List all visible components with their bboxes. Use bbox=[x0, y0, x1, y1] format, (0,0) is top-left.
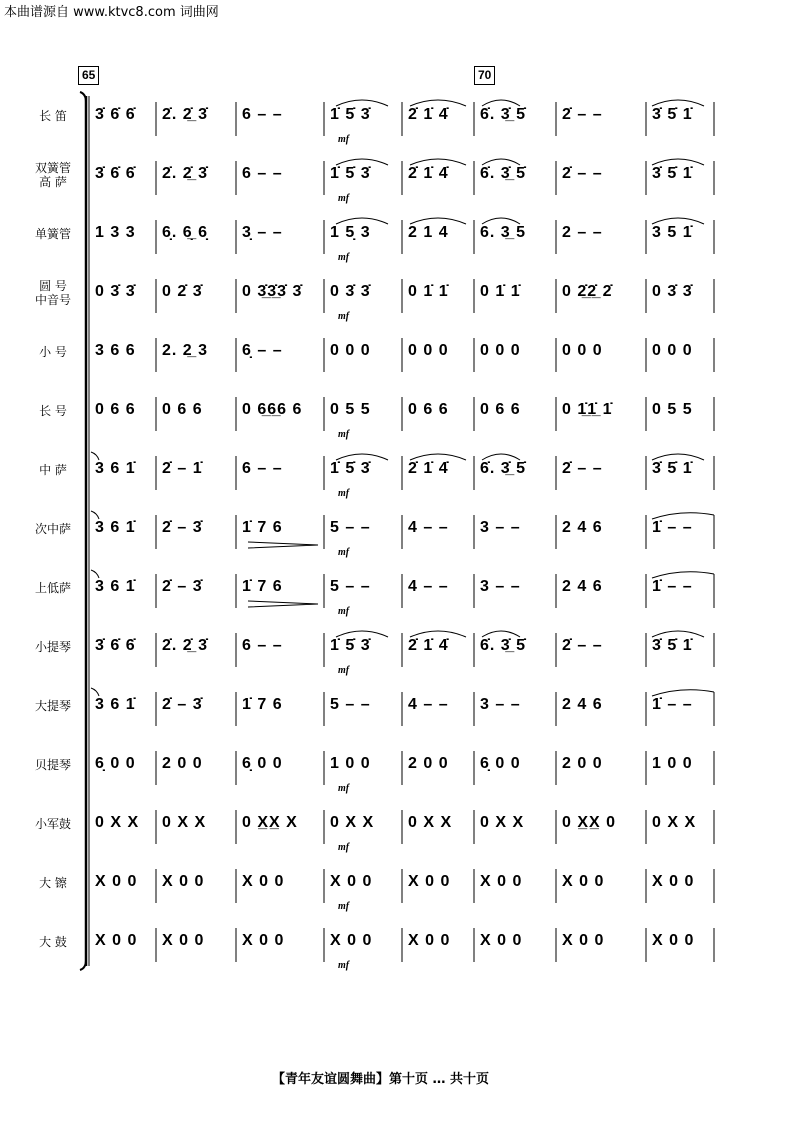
measure bbox=[646, 96, 714, 136]
measure bbox=[156, 214, 236, 254]
measure bbox=[236, 804, 324, 844]
measure bbox=[556, 332, 646, 372]
measure bbox=[402, 804, 474, 844]
measure bbox=[324, 273, 402, 313]
measure bbox=[236, 863, 324, 903]
measure bbox=[474, 863, 556, 903]
measure-notes: 3 – – bbox=[480, 519, 521, 536]
measure bbox=[402, 922, 474, 962]
measure-notes: X 0 0 bbox=[480, 873, 523, 890]
measure bbox=[402, 509, 474, 549]
measure-notes: 2. 2̲ 3 bbox=[162, 342, 209, 359]
measure bbox=[236, 391, 324, 431]
measure bbox=[646, 509, 714, 549]
measure bbox=[156, 391, 236, 431]
measure bbox=[402, 273, 474, 313]
measure-notes: X 0 0 bbox=[330, 873, 373, 890]
dynamic-mf: mf bbox=[338, 960, 350, 971]
measure-notes: X 0 0 bbox=[95, 873, 138, 890]
measure bbox=[474, 627, 556, 667]
instrument-row bbox=[0, 745, 792, 794]
measure-notes: X 0 0 bbox=[652, 932, 695, 949]
instrument-row bbox=[0, 332, 792, 372]
measure-notes: 6. 3̲ 5 bbox=[480, 224, 527, 241]
measure bbox=[402, 627, 474, 667]
measure bbox=[474, 273, 556, 313]
measure bbox=[556, 273, 646, 313]
instrument-row bbox=[0, 804, 792, 853]
measure-notes: X 0 0 bbox=[652, 873, 695, 890]
measure-notes: 0 2̇ 3̇ bbox=[162, 283, 203, 300]
measure bbox=[646, 155, 714, 195]
measure bbox=[324, 745, 402, 785]
instrument-row bbox=[0, 627, 792, 676]
measure bbox=[324, 96, 402, 136]
measure bbox=[556, 155, 646, 195]
measure bbox=[402, 214, 474, 254]
instrument-row bbox=[0, 686, 792, 726]
measure bbox=[324, 155, 402, 195]
measure bbox=[89, 450, 156, 490]
instrument-label: 双簧管 高 萨 bbox=[34, 161, 71, 189]
measure bbox=[89, 214, 156, 254]
measure bbox=[402, 450, 474, 490]
measure-notes: 0 X̲X̲ X bbox=[242, 814, 298, 831]
measure-notes: 0 X X bbox=[95, 814, 140, 831]
measure bbox=[236, 273, 324, 313]
measure bbox=[556, 863, 646, 903]
measure bbox=[646, 804, 714, 844]
measure bbox=[89, 745, 156, 785]
measure bbox=[646, 922, 714, 962]
measure-notes: 1̇ 5̇ 3̇ bbox=[330, 165, 371, 182]
measure-notes: 3̇ 5̇ 1̇ bbox=[652, 165, 693, 182]
measure-notes: 1̇ – – bbox=[652, 696, 693, 713]
measure bbox=[324, 391, 402, 431]
measure-notes: X 0 0 bbox=[562, 873, 605, 890]
instrument-label: 大 镲 bbox=[39, 876, 67, 890]
measure bbox=[556, 96, 646, 136]
measure bbox=[646, 332, 714, 372]
measure-notes: 3̇ 5̇ 1̇ bbox=[652, 106, 693, 123]
measure-notes: X 0 0 bbox=[242, 932, 285, 949]
measure-notes: 2̇ 1̇ 4̇ bbox=[408, 106, 449, 123]
measure-notes: 2̇ – – bbox=[562, 460, 603, 477]
measure-notes: 2̇ – 1̇ bbox=[162, 460, 203, 477]
dynamic-mf: mf bbox=[338, 193, 350, 204]
measure bbox=[556, 450, 646, 490]
measure-notes: 2̇ – 3̇ bbox=[162, 696, 203, 713]
rehearsal-mark-70: 70 bbox=[474, 66, 495, 85]
measure bbox=[89, 332, 156, 372]
measure bbox=[556, 627, 646, 667]
measure-notes: 2̇ – – bbox=[562, 165, 603, 182]
measure bbox=[474, 332, 556, 372]
instrument-row bbox=[0, 509, 792, 558]
measure-notes: 0 X X bbox=[652, 814, 697, 831]
measure bbox=[402, 745, 474, 785]
measure bbox=[156, 273, 236, 313]
dynamic-mf: mf bbox=[338, 311, 350, 322]
measure-notes: 0 1̇ 1̇ bbox=[408, 283, 449, 300]
measure-notes: 2̇ – – bbox=[562, 637, 603, 654]
measure-notes: 3 6 6 bbox=[95, 342, 136, 359]
measure-notes: 3 6 1̇ bbox=[95, 460, 136, 477]
dynamic-mf: mf bbox=[338, 606, 350, 617]
measure-notes: 2 4 6 bbox=[562, 578, 603, 595]
measure-notes: 2̇ 1̇ 4̇ bbox=[408, 460, 449, 477]
measure bbox=[156, 155, 236, 195]
measure bbox=[324, 568, 402, 608]
measure-notes: 0 0 0 bbox=[408, 342, 449, 359]
measure-notes: 2̇. 2̲̇ 3̇ bbox=[162, 106, 209, 123]
measure bbox=[89, 273, 156, 313]
measure-notes: 3 – – bbox=[480, 578, 521, 595]
measure-notes: 0 2̲̇2̲̇ 2̇ bbox=[562, 283, 613, 300]
measure bbox=[156, 863, 236, 903]
measure-notes: X 0 0 bbox=[95, 932, 138, 949]
measure-notes: 0 3̲̇3̲̇3̇ 3̇ bbox=[242, 283, 303, 300]
measure bbox=[236, 155, 324, 195]
measure bbox=[474, 804, 556, 844]
measure bbox=[324, 863, 402, 903]
measure-notes: 0 X X bbox=[162, 814, 207, 831]
instrument-label: 大 鼓 bbox=[39, 935, 67, 949]
measure bbox=[324, 922, 402, 962]
measure bbox=[89, 863, 156, 903]
measure-notes: 4 – – bbox=[408, 519, 449, 536]
rehearsal-mark-65: 65 bbox=[78, 66, 99, 85]
measure bbox=[324, 686, 402, 726]
measure bbox=[236, 922, 324, 962]
measure-notes: 0 0 0 bbox=[330, 342, 371, 359]
measure-notes: 4 – – bbox=[408, 696, 449, 713]
instrument-label: 小军鼓 bbox=[34, 817, 71, 831]
measure-notes: 6̇. 3̲̇ 5̇ bbox=[480, 637, 527, 654]
measure-notes: 0 3̇ 3̇ bbox=[330, 283, 371, 300]
instrument-label: 大提琴 bbox=[34, 699, 71, 713]
measure-notes: 2̇ 1̇ 4̇ bbox=[408, 165, 449, 182]
measure bbox=[156, 686, 236, 726]
instrument-row bbox=[0, 450, 792, 499]
instrument-row bbox=[0, 273, 792, 322]
measure bbox=[156, 745, 236, 785]
measure-notes: 0 6 6 bbox=[408, 401, 449, 418]
measure-notes: 6̣ 0 0 bbox=[95, 755, 136, 772]
instrument-row bbox=[0, 214, 792, 263]
measure-notes: 0 3̇ 3̇ bbox=[95, 283, 136, 300]
measure-notes: 0 0 0 bbox=[480, 342, 521, 359]
measure-notes: 1̇ 7 6 bbox=[242, 696, 283, 713]
measure-notes: 0 X X bbox=[330, 814, 375, 831]
dynamic-mf: mf bbox=[338, 547, 350, 558]
measure-notes: 2̇ – 3̇ bbox=[162, 578, 203, 595]
instrument-row bbox=[0, 863, 792, 912]
measure-notes: 1̇ 5̇ 3̇ bbox=[330, 106, 371, 123]
measure bbox=[156, 96, 236, 136]
dynamic-mf: mf bbox=[338, 665, 350, 676]
dynamic-mf: mf bbox=[338, 783, 350, 794]
measure bbox=[89, 568, 156, 608]
measure bbox=[89, 922, 156, 962]
measure bbox=[402, 686, 474, 726]
measure-notes: 3̣ – – bbox=[242, 224, 283, 241]
measure bbox=[324, 509, 402, 549]
measure-notes: 3 – – bbox=[480, 696, 521, 713]
measure bbox=[236, 568, 324, 608]
measure-notes: 2 0 0 bbox=[162, 755, 203, 772]
measure bbox=[156, 922, 236, 962]
measure-notes: 6̣ 0 0 bbox=[480, 755, 521, 772]
measure-notes: 6 – – bbox=[242, 165, 283, 182]
instrument-label: 单簧管 bbox=[34, 227, 71, 241]
measure-notes: 0 1̲̇1̲̇ 1̇ bbox=[562, 401, 613, 418]
measure bbox=[646, 745, 714, 785]
measure-notes: X 0 0 bbox=[562, 932, 605, 949]
measure bbox=[324, 214, 402, 254]
measure-notes: 5 – – bbox=[330, 578, 371, 595]
measure-notes: 6 – – bbox=[242, 460, 283, 477]
dynamic-mf: mf bbox=[338, 252, 350, 263]
measure-notes: 2̇. 2̲̇ 3̇ bbox=[162, 637, 209, 654]
measure bbox=[646, 568, 714, 608]
instrument-row bbox=[0, 922, 792, 971]
measure-notes: 0 5 5 bbox=[330, 401, 371, 418]
instrument-label: 小提琴 bbox=[34, 640, 71, 654]
measure-notes: 2 0 0 bbox=[408, 755, 449, 772]
measure bbox=[236, 214, 324, 254]
measure-notes: 3 6 1̇ bbox=[95, 519, 136, 536]
measure-notes: X 0 0 bbox=[162, 873, 205, 890]
instrument-label: 长 笛 bbox=[39, 109, 67, 123]
measure-notes: X 0 0 bbox=[480, 932, 523, 949]
measure bbox=[89, 627, 156, 667]
measure-notes: 0 1̇ 1̇ bbox=[480, 283, 521, 300]
measure bbox=[474, 214, 556, 254]
measure-notes: 3̇ 5̇ 1̇ bbox=[652, 460, 693, 477]
measure-notes: 0 X X bbox=[408, 814, 453, 831]
measure-notes: 3̇ 6̇ 6̇ bbox=[95, 637, 136, 654]
measure-notes: 3̇ 6̇ 6̇ bbox=[95, 165, 136, 182]
measure-notes: 0 X X bbox=[480, 814, 525, 831]
measure-notes: 1̇ 7 6 bbox=[242, 578, 283, 595]
measure-notes: 0 5 5 bbox=[652, 401, 693, 418]
measure bbox=[646, 450, 714, 490]
measure bbox=[156, 332, 236, 372]
measure-notes: 0 6̲6̲6 6 bbox=[242, 401, 303, 418]
instrument-label: 中 萨 bbox=[39, 463, 67, 477]
measure-notes: 2̇ – – bbox=[562, 106, 603, 123]
measure-notes: 3 5 1̇ bbox=[652, 224, 693, 241]
measure bbox=[474, 450, 556, 490]
measure bbox=[89, 391, 156, 431]
measure-notes: 6̇. 3̲̇ 5̇ bbox=[480, 460, 527, 477]
measure bbox=[556, 391, 646, 431]
measure-notes: 4 – – bbox=[408, 578, 449, 595]
score-header: 本曲谱源自 www.ktvc8.com 词曲网 bbox=[4, 5, 219, 20]
dynamic-mf: mf bbox=[338, 901, 350, 912]
measure bbox=[156, 450, 236, 490]
measure-notes: X 0 0 bbox=[330, 932, 373, 949]
instrument-label: 小 号 bbox=[39, 345, 67, 359]
measure bbox=[89, 804, 156, 844]
measure bbox=[474, 922, 556, 962]
dynamic-mf: mf bbox=[338, 842, 350, 853]
measure bbox=[236, 745, 324, 785]
measure bbox=[556, 745, 646, 785]
measure-notes: 0 3̇ 3̇ bbox=[652, 283, 693, 300]
dynamic-mf: mf bbox=[338, 488, 350, 499]
measure-notes: 6 – – bbox=[242, 106, 283, 123]
measure bbox=[474, 391, 556, 431]
measure bbox=[156, 627, 236, 667]
measure bbox=[474, 568, 556, 608]
measure-notes: 0 0 0 bbox=[562, 342, 603, 359]
instrument-label: 长 号 bbox=[39, 404, 67, 418]
measure-notes: 1̇ – – bbox=[652, 519, 693, 536]
measure-notes: 1̇ 5̇ 3̇ bbox=[330, 460, 371, 477]
measure bbox=[646, 214, 714, 254]
measure bbox=[89, 509, 156, 549]
measure bbox=[556, 922, 646, 962]
instrument-label: 次中萨 bbox=[34, 522, 71, 536]
measure bbox=[402, 568, 474, 608]
measure bbox=[556, 214, 646, 254]
instrument-row bbox=[0, 568, 792, 617]
measure-notes: 2̇ – 3̇ bbox=[162, 519, 203, 536]
measure bbox=[236, 509, 324, 549]
measure-notes: 2̇ 1̇ 4̇ bbox=[408, 637, 449, 654]
measure-notes: 1 0 0 bbox=[330, 755, 371, 772]
measure-notes: X 0 0 bbox=[242, 873, 285, 890]
measure bbox=[236, 96, 324, 136]
measure-notes: 0 6 6 bbox=[95, 401, 136, 418]
measure bbox=[556, 509, 646, 549]
measure bbox=[474, 155, 556, 195]
measure bbox=[402, 391, 474, 431]
measure-notes: 2 1 4 bbox=[408, 224, 449, 241]
measure bbox=[324, 627, 402, 667]
measure bbox=[556, 568, 646, 608]
measure bbox=[236, 627, 324, 667]
measure bbox=[402, 863, 474, 903]
measure-notes: 6̇. 3̲̇ 5̇ bbox=[480, 106, 527, 123]
measure bbox=[324, 804, 402, 844]
measure-notes: 1̇ – – bbox=[652, 578, 693, 595]
instrument-row bbox=[0, 96, 792, 145]
measure bbox=[402, 332, 474, 372]
measure-notes: 6̇. 3̲̇ 5̇ bbox=[480, 165, 527, 182]
measure bbox=[89, 96, 156, 136]
measure-notes: 3̇ 6̇ 6̇ bbox=[95, 106, 136, 123]
measure bbox=[646, 273, 714, 313]
measure bbox=[156, 804, 236, 844]
measure-notes: 3 6 1̇ bbox=[95, 696, 136, 713]
measure bbox=[556, 686, 646, 726]
measure bbox=[236, 686, 324, 726]
measure bbox=[236, 450, 324, 490]
dynamic-mf: mf bbox=[338, 429, 350, 440]
measure-notes: 6̣. 6̲̣ 6̣ bbox=[162, 224, 209, 241]
measure-notes: X 0 0 bbox=[408, 873, 451, 890]
measure-notes: 3̇ 5̇ 1̇ bbox=[652, 637, 693, 654]
instrument-row bbox=[0, 391, 792, 440]
measure-notes: 1 3 3 bbox=[95, 224, 136, 241]
measure-notes: 2 4 6 bbox=[562, 696, 603, 713]
measure-notes: 2 4 6 bbox=[562, 519, 603, 536]
measure-notes: 2 – – bbox=[562, 224, 603, 241]
measure-notes: 6̣ – – bbox=[242, 342, 283, 359]
measure-notes: 1̇ 5̇ 3̇ bbox=[330, 637, 371, 654]
measure bbox=[556, 804, 646, 844]
measure-notes: 1 5̣ 3 bbox=[330, 224, 371, 241]
measure-notes: 0 0 0 bbox=[652, 342, 693, 359]
measure bbox=[474, 96, 556, 136]
measure-notes: 0 6 6 bbox=[480, 401, 521, 418]
measure bbox=[646, 627, 714, 667]
measure bbox=[89, 155, 156, 195]
measure bbox=[402, 155, 474, 195]
measure-notes: 6 – – bbox=[242, 637, 283, 654]
measure bbox=[474, 745, 556, 785]
measure bbox=[646, 686, 714, 726]
measure-notes: 1 0 0 bbox=[652, 755, 693, 772]
measure bbox=[646, 391, 714, 431]
measure bbox=[156, 509, 236, 549]
measure-notes: 2 0 0 bbox=[562, 755, 603, 772]
measure bbox=[474, 509, 556, 549]
measure-notes: 2̇. 2̲̇ 3̇ bbox=[162, 165, 209, 182]
measure bbox=[402, 96, 474, 136]
dynamic-mf: mf bbox=[338, 134, 350, 145]
measure bbox=[474, 686, 556, 726]
measure-notes: X 0 0 bbox=[408, 932, 451, 949]
measure bbox=[89, 686, 156, 726]
measure-notes: 5 – – bbox=[330, 519, 371, 536]
measure-notes: 5 – – bbox=[330, 696, 371, 713]
measure bbox=[324, 332, 402, 372]
measure bbox=[324, 450, 402, 490]
instrument-label: 圆 号 中音号 bbox=[34, 279, 71, 307]
measure-notes: 0 X̲X̲ 0 bbox=[562, 814, 617, 831]
measure bbox=[236, 332, 324, 372]
measure bbox=[156, 568, 236, 608]
instrument-label: 上低萨 bbox=[34, 581, 71, 595]
measure-notes: 0 6 6 bbox=[162, 401, 203, 418]
instrument-row bbox=[0, 155, 792, 204]
page-footer: 【青年友谊圆舞曲】第十页 … 共十页 bbox=[272, 1072, 490, 1087]
instrument-label: 贝提琴 bbox=[34, 758, 71, 772]
measure-notes: 3 6 1̇ bbox=[95, 578, 136, 595]
measure bbox=[646, 863, 714, 903]
measure-notes: 1̇ 7 6 bbox=[242, 519, 283, 536]
measure-notes: X 0 0 bbox=[162, 932, 205, 949]
measure-notes: 6̣ 0 0 bbox=[242, 755, 283, 772]
